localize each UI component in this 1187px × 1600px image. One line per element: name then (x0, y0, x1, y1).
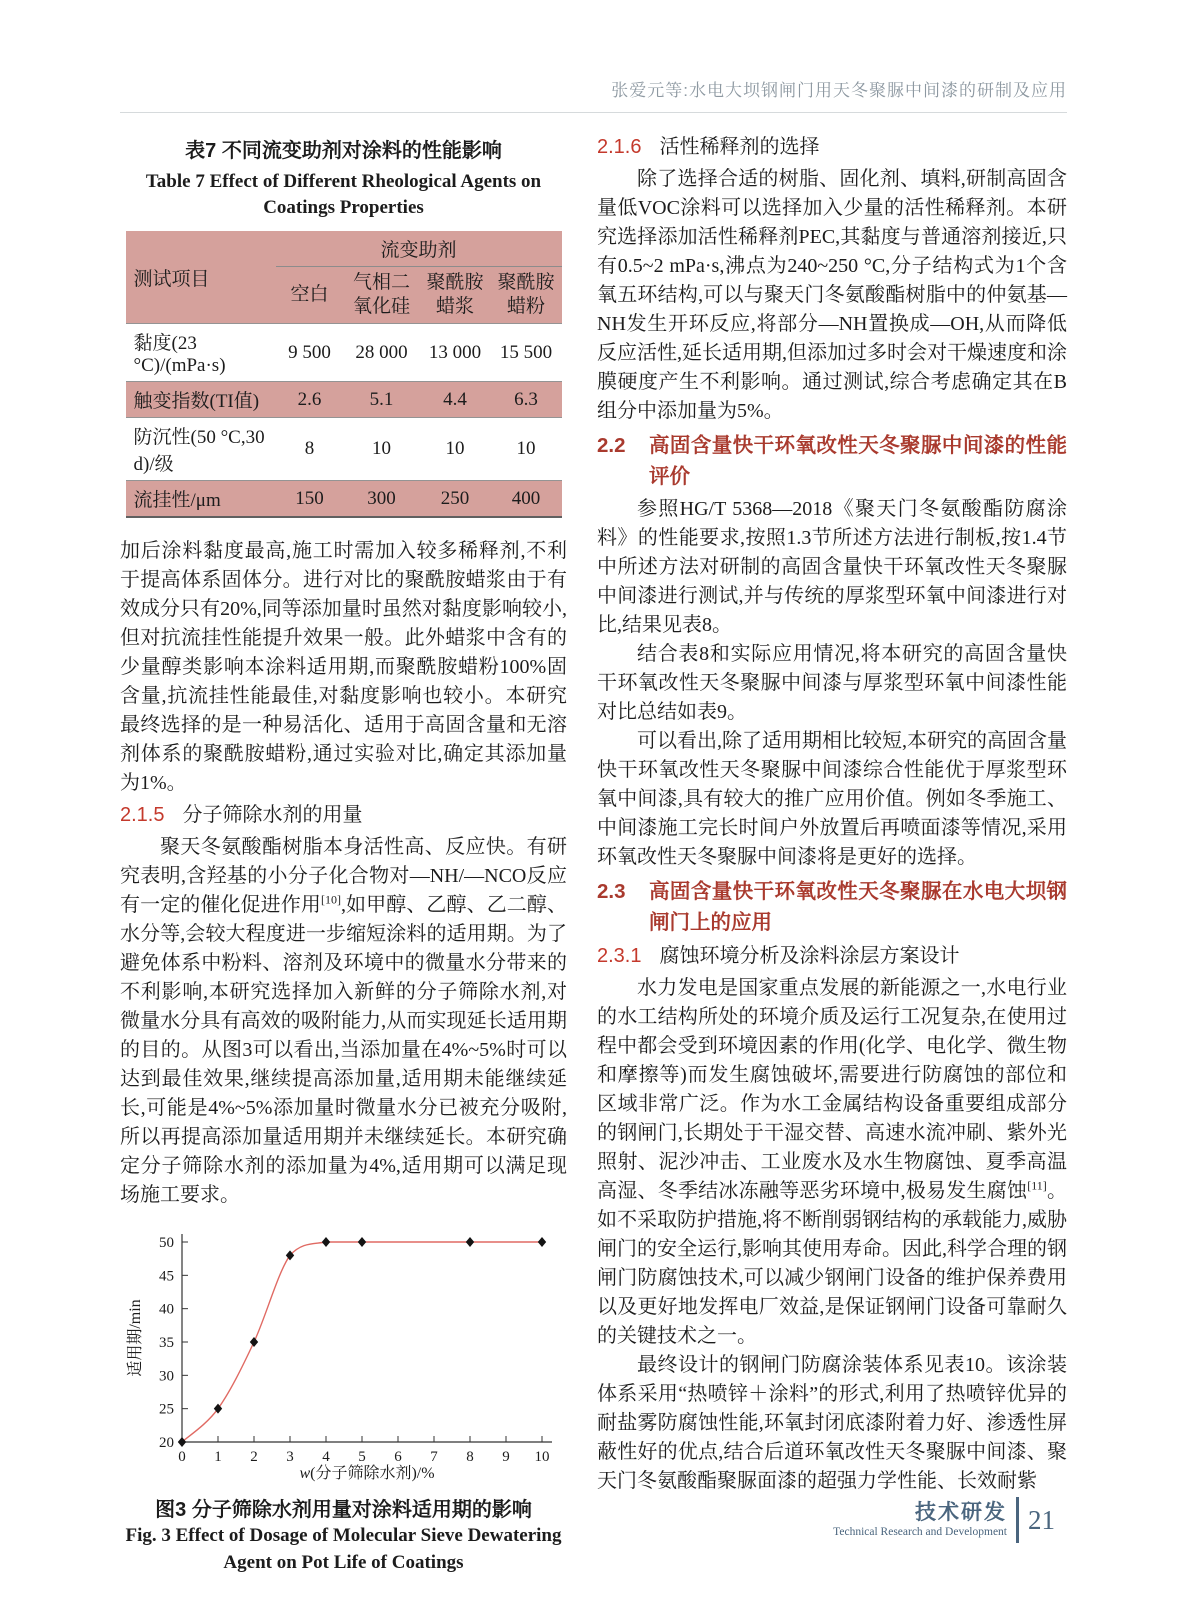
cell-value: 9 500 (288, 341, 331, 363)
paragraph: 最终设计的钢闸门防腐涂装体系见表10。该涂装体系采用“热喷锌＋涂料”的形式,利用了热喷锌优异的耐盐雾防腐蚀性能,环氧封闭底漆附着力好、渗透性屏蔽性好的优点,结合后道环氧改性天冬聚脲中间漆、聚天门冬氨酸酯聚脲面漆的超强力学性能、长效耐紫 (597, 1354, 1067, 1492)
svg-text:w(分子筛除水剂)/%: w(分子筛除水剂)/% (298, 1465, 435, 1482)
figure-3 (120, 1224, 567, 1576)
figure-3-caption-cn: 图3 分子筛除水剂用量对涂料适用期的影响 (155, 1499, 532, 1521)
svg-text:45: 45 (158, 1268, 174, 1285)
section-heading-2-3 (597, 876, 1067, 938)
svg-text:25: 25 (158, 1401, 174, 1418)
footer-label-cn: 技术研发 (915, 1500, 1007, 1524)
running-title: 张爱元等:水电大坝钢闸门用天冬聚脲中间漆的研制及应用 (611, 81, 1067, 100)
paragraph-text: ,如甲醇、乙醇、乙二醇、水分等,会较大程度进一步缩短涂料的适用期。为了避免体系中粉料、溶剂及环境中的微量水分带来的不利影响,本研究选择加入新鲜的分子筛除水剂,对微量水分具有高效的吸附能力,从而实现延长适用期的目的。从图3可以看出,当添加量在4%~5%时可以达到最佳效果,继续提高添加量,适用期未能继续延长,可能是4%~5%添加量时微量水分已被充分吸附,所以再提高添加量适用期并未继续延长。本研究确定分子筛除水剂的添加量为4%,适用期可以满足现场施工要求。 (120, 894, 568, 1206)
cell-value: 10 (445, 438, 465, 459)
row-label: 流挂性/μm (126, 481, 276, 518)
table-row (126, 418, 562, 481)
paragraph-text: 。如不采取防护措施,将不断削弱钢结构的承载能力,威胁闸门的安全运行,影响其使用寿命。因此,科学合理的钢闸门防腐蚀技术,可以减少钢闸门设备的维护保养费用以及更好地发挥电厂效益,是保证钢闸门设备可靠耐久的关键技术之一。 (597, 1180, 1068, 1347)
cell-value: 5.1 (344, 382, 420, 418)
row-label: 防沉性(50 °C,30 d)/级 (133, 427, 265, 475)
section-number: 2.3 (597, 880, 626, 903)
table-header-item: 测试项目 (126, 231, 276, 324)
section-heading-2-1-6 (597, 132, 1067, 163)
table-7 (126, 231, 562, 518)
section-title: 高固含量快干环氧改性天冬聚脲在水电大坝钢闸门上的应用 (649, 880, 1067, 934)
svg-text:5: 5 (357, 1449, 366, 1465)
citation-11: [11] (1027, 1178, 1047, 1193)
table-row (126, 382, 562, 418)
cell-value: 6.3 (491, 382, 562, 418)
svg-text:6: 6 (393, 1449, 402, 1465)
svg-text:30: 30 (158, 1368, 174, 1385)
svg-text:35: 35 (158, 1335, 174, 1351)
pot-life-chart (124, 1224, 564, 1482)
svg-text:8: 8 (465, 1449, 474, 1465)
paragraph: 参照HG/T 5368—2018《聚天门冬氨酸酯防腐涂料》的性能要求,按照1.3节所述方法进行制板,按1.4节中所述方法对研制的高固含量快干环氧改性天冬聚脲中间漆进行测试,并与传统的厚浆型环氧中间漆进行对比,结果见表8。 (597, 498, 1067, 636)
svg-text:3: 3 (285, 1449, 294, 1465)
figure-3-caption-en-line1: Fig. 3 Effect of Dosage of Molecular Sieve Dewatering (125, 1525, 562, 1546)
svg-text:9: 9 (501, 1449, 510, 1465)
section-title: 活性稀释剂的选择 (659, 136, 820, 158)
footer-divider (1016, 1497, 1019, 1543)
svg-text:20: 20 (158, 1435, 174, 1451)
header-rule (120, 112, 1067, 113)
cell-value: 400 (491, 481, 562, 518)
table-7-header (126, 231, 562, 324)
citation-10: [10] (320, 892, 341, 907)
cell-value: 8 (304, 438, 315, 459)
table-7-title-en-line2: Coatings Properties (263, 197, 424, 218)
section-number: 2.3.1 (597, 945, 642, 967)
table-7-title-cn: 表7 不同流变助剂对涂料的性能影响 (185, 140, 502, 162)
table-header-wax-slurry: 聚酰胺蜡浆 (420, 267, 491, 324)
paragraph (597, 974, 1067, 1351)
svg-text:1: 1 (213, 1449, 222, 1465)
paragraph: 加后涂料黏度最高,施工时需加入较多稀释剂,不利于提高体系固体分。进行对比的聚酰胺蜡浆由于有效成分只有20%,同等添加量时虽然对黏度影响较小,但对抗流挂性能提升效果一般。此外蜡浆中含有的少量醇类影响本涂料适用期,而聚酰胺蜡粉100%固含量,抗流挂性能最佳,对黏度影响也较小。本研究最终选择的是一种易活化、适用于高固含量和无溶剂体系的聚酰胺蜡粉,通过实验对比,确定其添加量为1%。 (120, 540, 567, 794)
figure-3-caption-en-line2: Agent on Pot Life of Coatings (223, 1552, 464, 1573)
row-label: 黏度(23 °C)/(mPa·s) (133, 333, 226, 376)
table-header-group: 流变助剂 (276, 231, 562, 267)
table-row (126, 324, 562, 382)
svg-text:7: 7 (429, 1449, 438, 1465)
section-heading-2-3-1 (597, 941, 1067, 972)
section-number: 2.1.6 (597, 136, 642, 158)
page-footer (833, 1497, 1055, 1543)
table-header-wax-powder: 聚酰胺蜡粉 (491, 267, 562, 324)
paragraph-text: 水力发电是国家重点发展的新能源之一,水电行业的水工结构所处的环境介质及运行工况复杂,在使用过程中都会受到环境因素的作用(化学、电化学、微生物和摩擦等)而发生腐蚀破坏,需要进行防腐蚀的部位和区域非常广泛。作为水工金属结构设备重要组成部分的钢闸门,长期处于干湿交替、高速水流冲刷、紫外光照射、泥沙冲击、工业废水及水生物腐蚀、夏季高温高湿、冬季结冰冻融等恶劣环境中,极易发生腐蚀 (597, 977, 1067, 1202)
svg-text:40: 40 (158, 1301, 174, 1318)
table-header-blank: 空白 (276, 267, 344, 324)
cell-value: 300 (344, 481, 420, 518)
cell-value: 150 (276, 481, 344, 518)
paragraph: 除了选择合适的树脂、固化剂、填料,研制高固含量低VOC涂料可以选择加入少量的活性稀释剂。本研究选择添加活性稀释剂PEC,其黏度与普通溶剂接近,只有0.5~2 mPa·s,沸点为240~250 °C,分子结构式为1个含氧五环结构,可以与聚天门冬氨酸酯树脂中的仲氨基—NH发生开环反应,将部分—NH置换成—OH,从而降低反应活性,延长适用期,但添加过多时会对干燥速度和涂膜硬度产生不利影响。通过测试,综合考虑确定其在B组分中添加量为5%。 (597, 168, 1067, 422)
cell-value: 2.6 (276, 382, 344, 418)
footer-label-en: Technical Research and Development (833, 1525, 1007, 1538)
paragraph (120, 833, 567, 1210)
table-header-fumed-silica: 气相二氧化硅 (344, 267, 420, 324)
cell-value: 10 (516, 438, 536, 459)
section-number: 2.1.5 (120, 804, 165, 826)
section-number: 2.2 (597, 434, 626, 457)
footer-section-label (833, 1501, 1007, 1540)
page-number: 21 (1028, 1504, 1055, 1535)
svg-text:0: 0 (177, 1449, 186, 1465)
svg-text:10: 10 (534, 1449, 549, 1465)
svg-text:4: 4 (321, 1449, 330, 1465)
cell-value: 4.4 (420, 382, 491, 418)
row-label: 触变指数(TI值) (126, 382, 276, 418)
section-heading-2-2 (597, 430, 1067, 492)
cell-value: 10 (372, 438, 391, 459)
paragraph-text: 聚天冬氨酸酯树脂本身活性高、反应快。有研究表明,含羟基的小分子化合物对—NH/—NCO反应有一定的催化促进作用 (120, 836, 567, 916)
cell-value: 13 000 (428, 341, 482, 363)
section-title: 分子筛除水剂的用量 (182, 804, 363, 826)
right-column (597, 130, 1067, 1496)
svg-text:2: 2 (249, 1449, 258, 1465)
cell-value: 28 000 (355, 341, 408, 363)
table-row (126, 481, 562, 518)
table-7-title-en-line1: Table 7 Effect of Different Rheological Agents on (145, 171, 542, 192)
left-column (120, 130, 567, 1576)
paragraph: 可以看出,除了适用期相比较短,本研究的高固含量快干环氧改性天冬聚脲中间漆综合性能优于厚浆型环氧中间漆,具有较大的推广应用价值。例如冬季施工、中间漆施工完长时间户外放置后再喷面漆等情况,采用环氧改性天冬聚脲中间漆将是更好的选择。 (597, 730, 1067, 868)
svg-text:50: 50 (158, 1235, 174, 1251)
cell-value: 15 500 (499, 341, 553, 363)
cell-value: 250 (420, 481, 491, 518)
paragraph: 结合表8和实际应用情况,将本研究的高固含量快干环氧改性天冬聚脲中间漆与厚浆型环氧中间漆性能对比总结如表9。 (597, 643, 1067, 723)
section-title: 高固含量快干环氧改性天冬聚脲中间漆的性能评价 (649, 434, 1067, 488)
svg-text:适用期/min: 适用期/min (126, 1299, 144, 1377)
section-title: 腐蚀环境分析及涂料涂层方案设计 (659, 945, 960, 967)
section-heading-2-1-5 (120, 800, 567, 831)
